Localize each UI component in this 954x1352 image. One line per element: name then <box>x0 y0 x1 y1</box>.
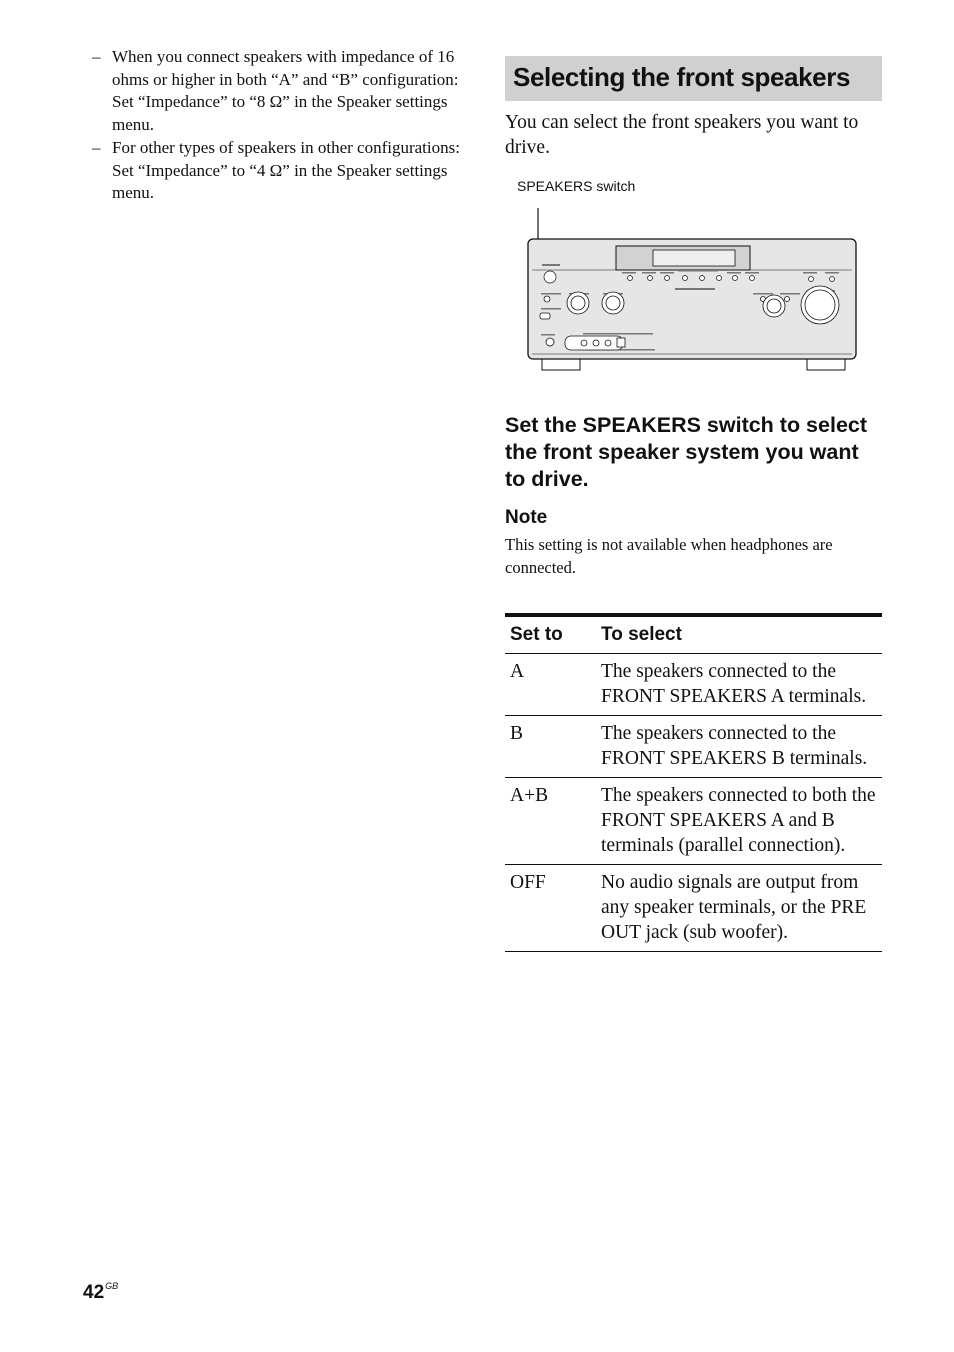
setting-description: No audio signals are output from any speaker terminals, or the PRE OUT jack (sub woofer). <box>601 872 867 943</box>
speaker-settings-table <box>505 613 882 952</box>
bullet-dash: – <box>92 137 101 157</box>
table-header-row <box>505 615 882 654</box>
intro-text: You can select the front speakers you want to drive. <box>505 112 859 158</box>
section-title: Selecting the front speakers <box>505 56 882 101</box>
table-row <box>505 778 882 865</box>
table-row <box>505 716 882 778</box>
bullet-text: When you connect speakers with impedance of 16 ohms or higher in both “A” and “B” configuration: <box>112 47 459 89</box>
setting-value: OFF <box>510 872 546 893</box>
receiver-figure <box>505 178 882 378</box>
column-header-to-select: To select <box>601 624 682 645</box>
bullet-instruction: Set “Impedance” to “4 Ω” in the Speaker settings menu. <box>112 160 448 203</box>
setting-value: B <box>510 723 524 744</box>
bullet-dash: – <box>92 47 101 66</box>
setting-value: A <box>510 661 525 682</box>
speakers-switch-label: SPEAKERS switch <box>517 178 636 194</box>
note-text: This setting is not available when headphones are connected. <box>505 535 833 577</box>
bullet-text: For other types of speakers in other configurations: <box>112 137 460 157</box>
setting-description: The speakers connected to both the FRONT SPEAKERS A and B terminals (parallel connection). <box>601 785 876 856</box>
bullet-instruction: Set “Impedance” to “8 Ω” in the Speaker settings menu. <box>112 92 448 135</box>
receiver-front-panel-illustration <box>505 178 882 378</box>
note-title: Note <box>505 507 548 528</box>
setting-description: The speakers connected to the FRONT SPEAKERS B terminals. <box>601 723 868 769</box>
table-row <box>505 654 882 716</box>
bullet-item <box>92 137 462 205</box>
table-row <box>505 865 882 952</box>
setting-description: The speakers connected to the FRONT SPEAKERS A terminals. <box>601 661 867 707</box>
bullet-item <box>92 46 462 137</box>
page-number-value: 42 <box>83 1282 105 1303</box>
left-column <box>92 46 462 205</box>
column-header-set-to: Set to <box>510 624 563 645</box>
setting-value: A+B <box>510 785 549 806</box>
page-number <box>83 1281 118 1304</box>
right-column <box>505 56 882 952</box>
step-instruction: Set the SPEAKERS switch to select the front speaker system you want to drive. <box>505 413 868 491</box>
page-suffix: GB <box>105 1281 119 1291</box>
